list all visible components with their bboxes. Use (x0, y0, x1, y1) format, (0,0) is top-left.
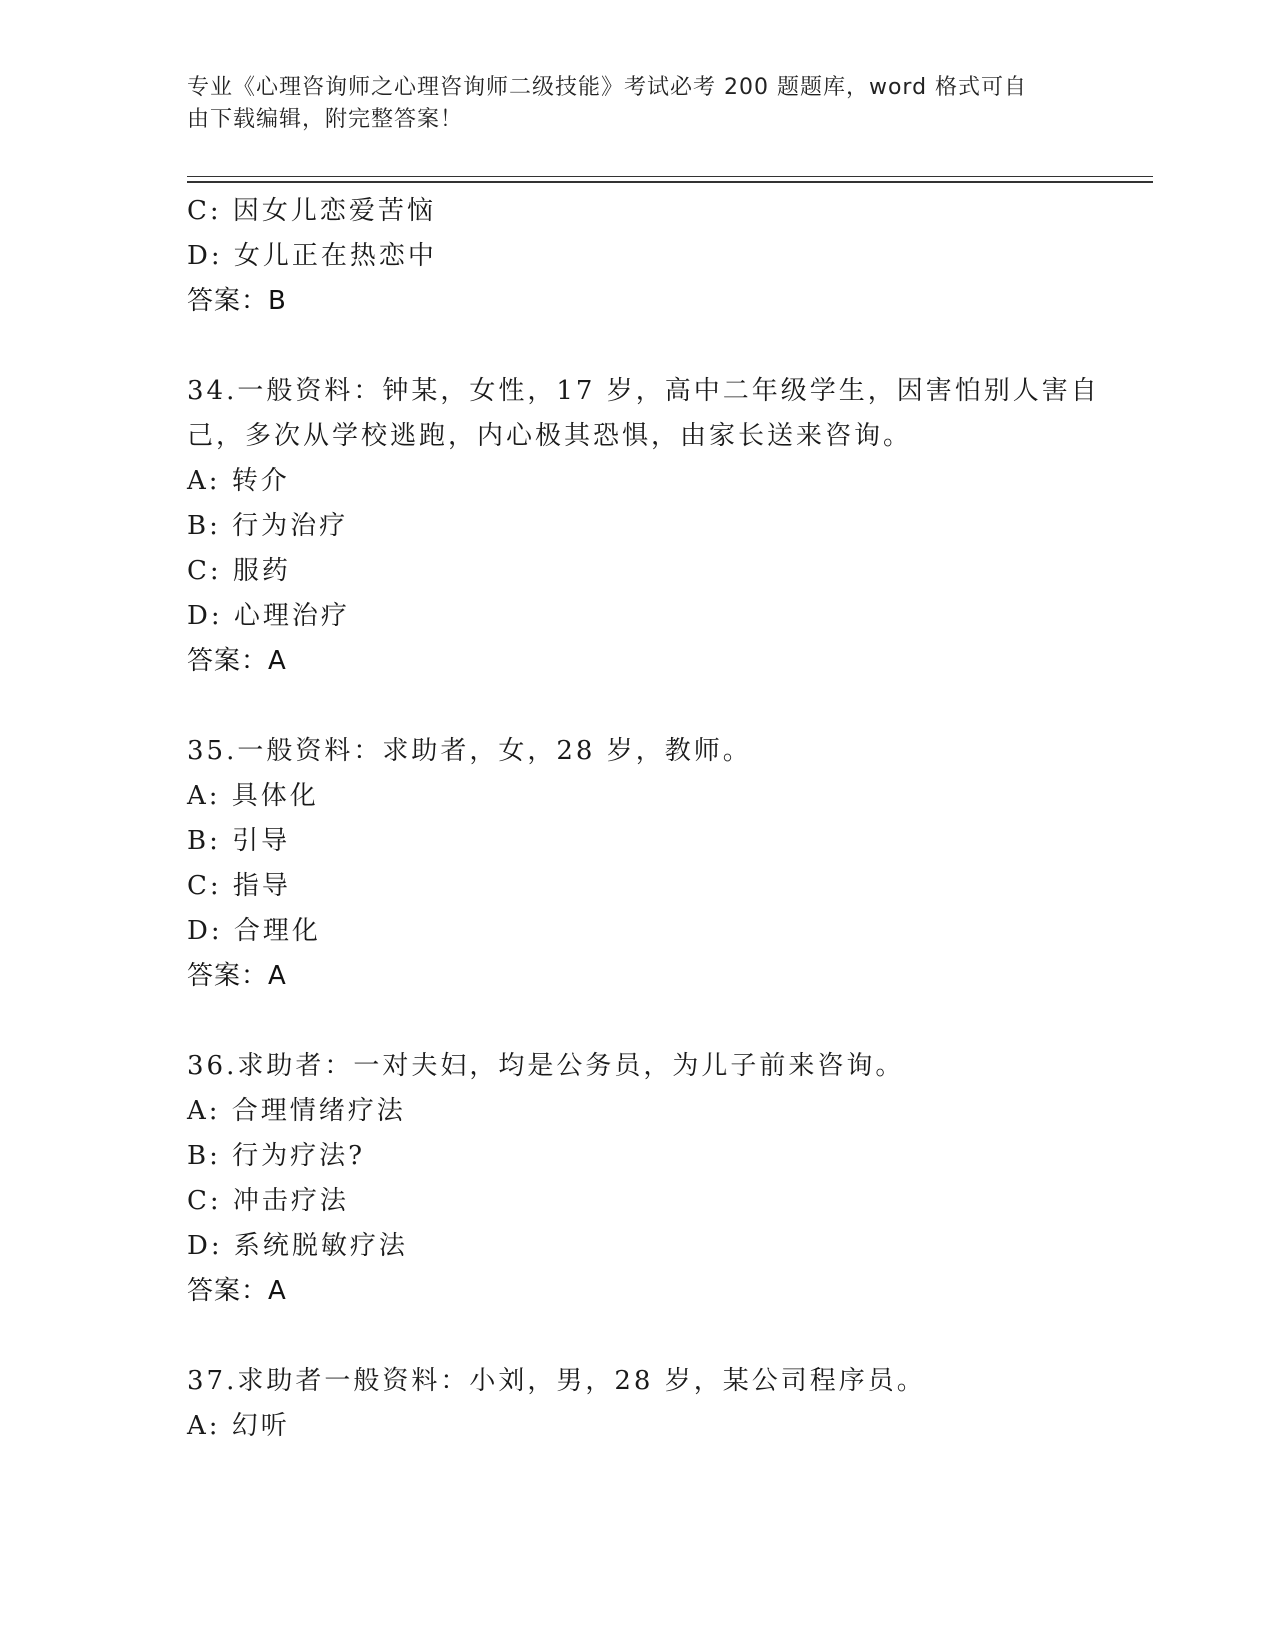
q34-option-a: A: 转介 (187, 466, 290, 496)
q36-answer: 答案：A (187, 1276, 287, 1306)
q36-stem: 36.求助者：一对夫妇，均是公务员，为儿子前来咨询。 (187, 1051, 905, 1081)
q34-stem-line-1: 34.一般资料：钟某，女性，17 岁，高中二年级学生，因害怕别人害自 (187, 376, 1100, 406)
q36-option-c: C: 冲击疗法 (187, 1186, 349, 1216)
header-divider-thick (187, 181, 1153, 183)
q35-option-c: C: 指导 (187, 871, 291, 901)
q37-option-a: A: 幻听 (187, 1411, 290, 1441)
document-header (187, 72, 1087, 136)
header-line-1: 专业《心理咨询师之心理咨询师二级技能》考试必考 200 题题库，word 格式可自 (187, 75, 1028, 100)
q34-option-b: B: 行为治疗 (187, 511, 349, 541)
prev-option-c: C: 因女儿恋爱苦恼 (187, 196, 436, 226)
q34-option-c: C: 服药 (187, 556, 291, 586)
prev-option-d: D: 女儿正在热恋中 (187, 241, 437, 271)
q35-answer: 答案：A (187, 961, 287, 991)
q35-option-d: D: 合理化 (187, 916, 321, 946)
q36-option-a: A: 合理情绪疗法 (187, 1096, 406, 1126)
q34-stem-line-2: 己，多次从学校逃跑，内心极其恐惧，由家长送来咨询。 (187, 421, 913, 451)
q34-answer: 答案：A (187, 646, 287, 676)
q35-option-b: B: 引导 (187, 826, 291, 856)
q35-stem: 35.一般资料：求助者，女，28 岁，教师。 (187, 736, 752, 766)
q34-option-d: D: 心理治疗 (187, 601, 350, 631)
header-divider-thin (187, 176, 1153, 177)
prev-answer: 答案：B (187, 286, 287, 316)
q36-option-d: D: 系统脱敏疗法 (187, 1231, 408, 1261)
header-line-2: 由下载编辑，附完整答案！ (187, 107, 464, 132)
q35-option-a: A: 具体化 (187, 781, 319, 811)
q36-option-b: B: 行为疗法? (187, 1141, 366, 1171)
q37-stem: 37.求助者一般资料：小刘，男，28 岁，某公司程序员。 (187, 1366, 926, 1396)
